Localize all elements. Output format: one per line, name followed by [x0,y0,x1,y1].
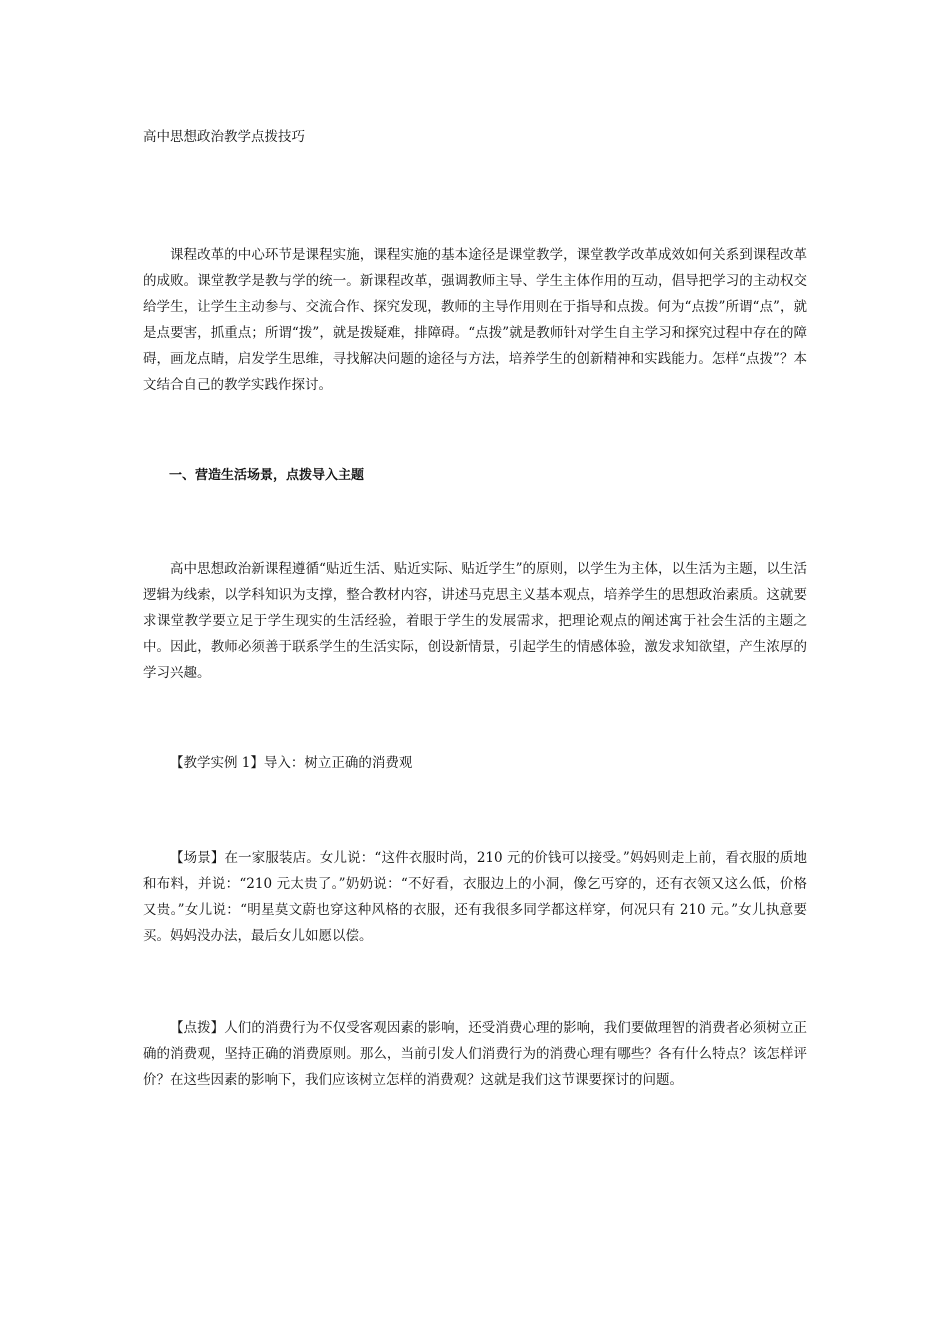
scene-text: 在一家服装店。女儿说：“这件衣服时尚，210 元的价钱可以接受。”妈妈则走上前，看衣服的质地和布料，并说：“210 元太贵了。”奶奶说：“不好看，衣服边上的小洞，像乞丐穿的，还有衣领又这么低，价格又贵。”女儿说：“明星莫文蔚也穿这种风格的衣服，还有我很多同学都这样穿，何况只有 210 元。”女儿执意要买。妈妈没办法，最后女儿如愿以偿。 [143,850,807,944]
guide-text: 人们的消费行为不仅受客观因素的影响，还受消费心理的影响，我们要做理智的消费者必须树立正确的消费观，坚持正确的消费原则。那么，当前引发人们消费行为的消费心理有哪些？各有什么特点？该怎样评价？在这些因素的影响下，我们应该树立怎样的消费观？这就是我们这节课要探讨的问题。 [143,1020,808,1088]
intro-paragraph: 课程改革的中心环节是课程实施，课程实施的基本途径是课堂教学，课堂教学改革成效如何关系到课程改革的成败。课堂教学是教与学的统一。新课程改革，强调教师主导、学生主体作用的互动，倡导把学习的主动权交给学生，让学生主动参与、交流合作、探究发现，教师的主导作用则在于指导和点拨。何为“点拨”所谓“点”，就是点要害，抓重点；所谓“拨”，就是拨疑难，排障碍。“点拨”就是教师针对学生自主学习和探究过程中存在的障碍，画龙点睛，启发学生思维，寻找解决问题的途径与方法，培养学生的创新精神和实践能力。怎样“点拨”？本文结合自己的教学实践作探讨。 [143,247,807,393]
example-1-label: 【教学实例 1】导入：树立正确的消费观 [170,755,413,771]
scene-paragraph [143,845,807,949]
guide-paragraph [143,1015,807,1093]
document-title: 高中思想政治教学点拨技巧 [143,129,305,145]
guide-label: 【点拨】 [170,1020,225,1036]
scene-label: 【场景】 [170,850,225,866]
section-1-heading: 一、营造生活场景，点拨导入主题 [169,468,365,483]
section-1-paragraph: 高中思想政治新课程遵循“贴近生活、贴近实际、贴近学生”的原则，以学生为主体，以生活为主题，以生活逻辑为线索，以学科知识为支撑，整合教材内容，讲述马克思主义基本观点，培养学生的思想政治素质。这就要求课堂教学要立足于学生现实的生活经验，着眼于学生的发展需求，把理论观点的阐述寓于社会生活的主题之中。因此，教师必须善于联系学生的生活实际，创设新情景，引起学生的情感体验，激发求知欲望，产生浓厚的学习兴趣。 [143,561,807,681]
